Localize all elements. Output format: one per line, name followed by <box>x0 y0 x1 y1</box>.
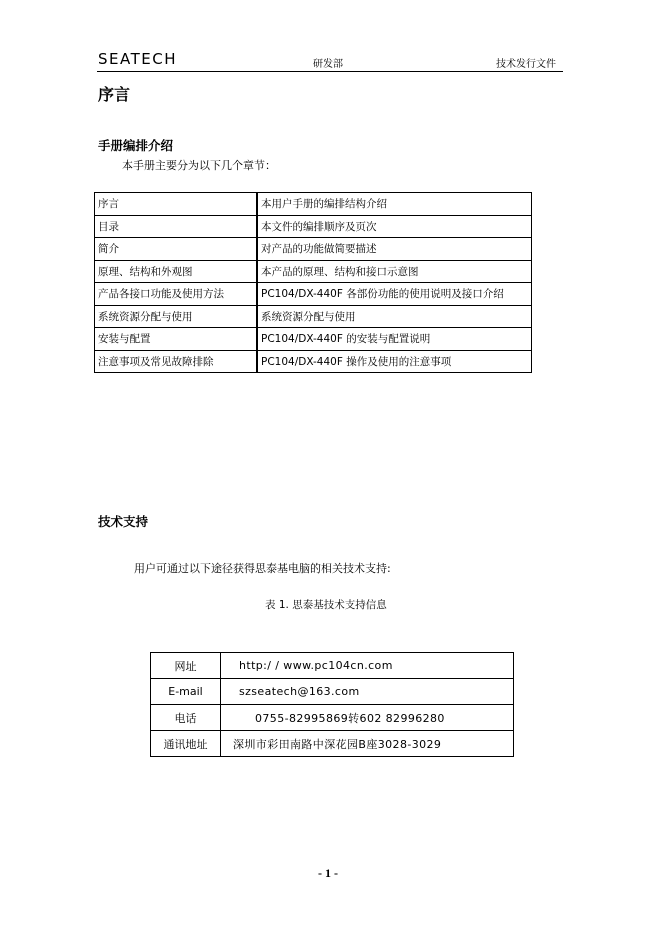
table-row <box>151 653 514 679</box>
table-row <box>95 193 532 216</box>
manual-intro-text: 本手册主要分为以下几个章节： <box>122 159 276 172</box>
manual-intro-title: 手册编排介绍 <box>98 138 174 153</box>
page-number: - 1 - <box>318 866 338 880</box>
table-row <box>95 260 532 283</box>
chapter-name: 系统资源分配与使用 <box>95 305 258 328</box>
support-label: 网址 <box>151 653 221 679</box>
support-title: 技术支持 <box>98 514 149 529</box>
chapter-desc: 本产品的原理、结构和接口示意图 <box>257 260 532 283</box>
table-row <box>95 350 532 373</box>
support-label: E-mail <box>151 679 221 705</box>
chapter-desc: PC104/DX-440F 操作及使用的注意事项 <box>257 350 532 373</box>
chapter-desc: 本文件的编排顺序及页次 <box>257 215 532 238</box>
support-email[interactable]: szseatech@163.com <box>221 679 514 705</box>
chapter-desc: PC104/DX-440F 各部份功能的使用说明及接口介绍 <box>257 283 532 306</box>
chapter-name: 注意事项及常见故障排除 <box>95 350 258 373</box>
support-label: 通讯地址 <box>151 731 221 757</box>
table-row <box>151 731 514 757</box>
support-intro: 用户可通过以下途径获得思泰基电脑的相关技术支持: <box>134 562 391 575</box>
table-row <box>95 283 532 306</box>
support-phone: 0755-82995869转602 82996280 <box>221 705 514 731</box>
support-address: 深圳市彩田南路中深花园B座3028-3029 <box>221 731 514 757</box>
chapter-name: 安装与配置 <box>95 328 258 351</box>
table-row <box>95 328 532 351</box>
chapter-desc: 对产品的功能做简要描述 <box>257 238 532 261</box>
support-label: 电话 <box>151 705 221 731</box>
chapter-name: 简介 <box>95 238 258 261</box>
chapter-desc: 本用户手册的编排结构介绍 <box>257 193 532 216</box>
header-department: 研发部 <box>313 59 343 70</box>
chapter-name: 产品各接口功能及使用方法 <box>95 283 258 306</box>
table-row <box>95 238 532 261</box>
chapter-desc: PC104/DX-440F 的安装与配置说明 <box>257 328 532 351</box>
chapter-name: 目录 <box>95 215 258 238</box>
support-table <box>150 652 514 757</box>
chapter-desc: 系统资源分配与使用 <box>257 305 532 328</box>
table-row <box>151 705 514 731</box>
preface-title: 序言 <box>98 85 131 104</box>
support-website[interactable]: http:/ / www.pc104cn.com <box>221 653 514 679</box>
chapter-name: 序言 <box>95 193 258 216</box>
header-rule <box>97 71 563 72</box>
chapter-name: 原理、结构和外观图 <box>95 260 258 283</box>
table-row <box>95 215 532 238</box>
header-brand: SEATECH <box>98 50 177 68</box>
table-row <box>95 305 532 328</box>
table-row <box>151 679 514 705</box>
header-doc-type: 技术发行文件 <box>496 59 556 70</box>
support-table-caption: 表 1. 思泰基技术支持信息 <box>265 599 387 611</box>
chapter-table <box>94 192 532 373</box>
